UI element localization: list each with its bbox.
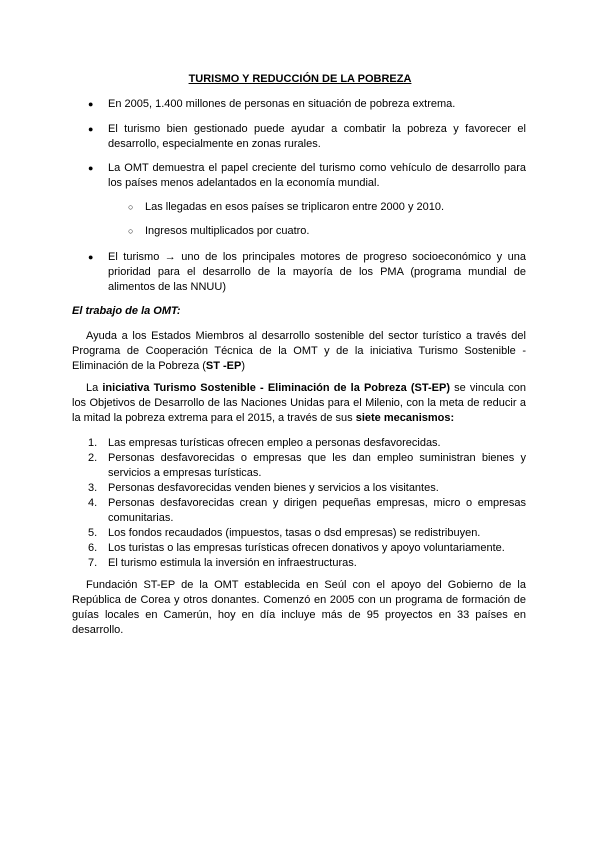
paragraph-1-end: ) [241, 360, 246, 372]
paragraph-1 [72, 329, 526, 374]
mechanism-number: 7. [88, 557, 98, 569]
mechanism-number: 4. [88, 497, 98, 509]
sub-bullet-text: Las llegadas en esos países se triplicaron entre 2000 y 2010. [145, 201, 445, 213]
paragraph-3 [72, 578, 526, 638]
bullet-icon: ● [88, 163, 94, 173]
bullet-item [88, 250, 526, 295]
page-title: TURISMO Y REDUCCIÓN DE LA POBREZA [188, 73, 412, 85]
mechanism-number: 5. [88, 527, 98, 539]
paragraph-2 [72, 381, 526, 426]
mechanism-number: 3. [88, 482, 98, 494]
bullet-item [88, 122, 526, 152]
bullet-icon: ● [88, 99, 94, 109]
mechanism-item [88, 526, 526, 541]
bullet-icon: ● [88, 124, 94, 134]
paragraph-1-bold: ST -EP [205, 360, 242, 372]
sub-bullet-icon: ○ [128, 202, 134, 212]
sub-bullet-text: Ingresos multiplicados por cuatro. [145, 225, 310, 237]
mechanism-text: Personas desfavorecidas crean y dirigen pequeñas empresas, micro o empresas comunitarias. [108, 497, 526, 524]
bullet-text: El turismo bien gestionado puede ayudar a combatir la pobreza y favorecer el desarrollo, especialmente en zonas rurales. [108, 123, 526, 150]
bullet-item [88, 97, 526, 112]
mechanism-item [88, 481, 526, 496]
mechanism-number: 1. [88, 437, 98, 449]
bullet-text: La OMT demuestra el papel creciente del turismo como vehículo de desarrollo para los países menos adelantados en la economía mundial. [108, 162, 526, 189]
paragraph-3-text: Fundación ST-EP de la OMT establecida en Seúl con el apoyo del Gobierno de la República de Corea y otros donantes. Comenzó en 2005 con un programa de formación de guías locales en Camerún, hoy en día incluye más de 95 proyectos en 33 países en desarrollo. [72, 579, 526, 636]
sub-bullet-icon: ○ [128, 226, 134, 236]
mechanism-item [88, 436, 526, 451]
mechanism-text: El turismo estimula la inversión en infraestructuras. [108, 557, 357, 569]
mechanism-text: Los turistas o las empresas turísticas ofrecen donativos y apoyo voluntariamente. [108, 542, 505, 554]
sub-bullet-item [128, 200, 525, 215]
mechanism-text: Personas desfavorecidas venden bienes y servicios a los visitantes. [108, 482, 439, 494]
mechanism-number: 2. [88, 452, 98, 464]
sub-bullet-item [128, 224, 525, 239]
bullet-text: El turismo → uno de los principales motores de progreso socioeconómico y una prioridad para el desarrollo de la mayoría de los PMA (programa mundial de alimentos de las NNUU) [108, 251, 526, 293]
mechanism-item [88, 556, 526, 571]
paragraph-2-bold-2: siete mecanismos: [355, 412, 455, 424]
mechanism-text: Las empresas turísticas ofrecen empleo a personas desfavorecidas. [108, 437, 441, 449]
mechanism-item [88, 451, 526, 481]
section-heading: El trabajo de la OMT: [72, 305, 181, 317]
bullet-item [88, 161, 526, 191]
mechanism-text: Personas desfavorecidas o empresas que les dan empleo suministran bienes y servicios a empresas turísticas. [108, 452, 526, 479]
mechanism-item [88, 496, 526, 526]
paragraph-2-a: La [86, 382, 103, 394]
bullet-text: En 2005, 1.400 millones de personas en situación de pobreza extrema. [108, 98, 456, 110]
paragraph-1-text: Ayuda a los Estados Miembros al desarrollo sostenible del sector turístico a través del Programa de Cooperación Técnica de la OMT y de la iniciativa Turismo Sostenible - Eliminación de la Pobreza ( [72, 330, 526, 372]
paragraph-2-bold-1: iniciativa Turismo Sostenible - Eliminación de la Pobreza (ST-EP) [102, 382, 451, 394]
paragraph-2-c: se vincula con los Objetivos de Desarrollo de las Naciones Unidas para el Milenio, con la meta de reducir a la mitad la pobreza extrema para el 2015, a través de sus [72, 382, 527, 424]
mechanism-item [88, 541, 526, 556]
mechanism-text: Los fondos recaudados (impuestos, tasas o dsd empresas) se redistribuyen. [108, 527, 481, 539]
mechanism-number: 6. [88, 542, 98, 554]
bullet-icon: ● [88, 252, 94, 262]
